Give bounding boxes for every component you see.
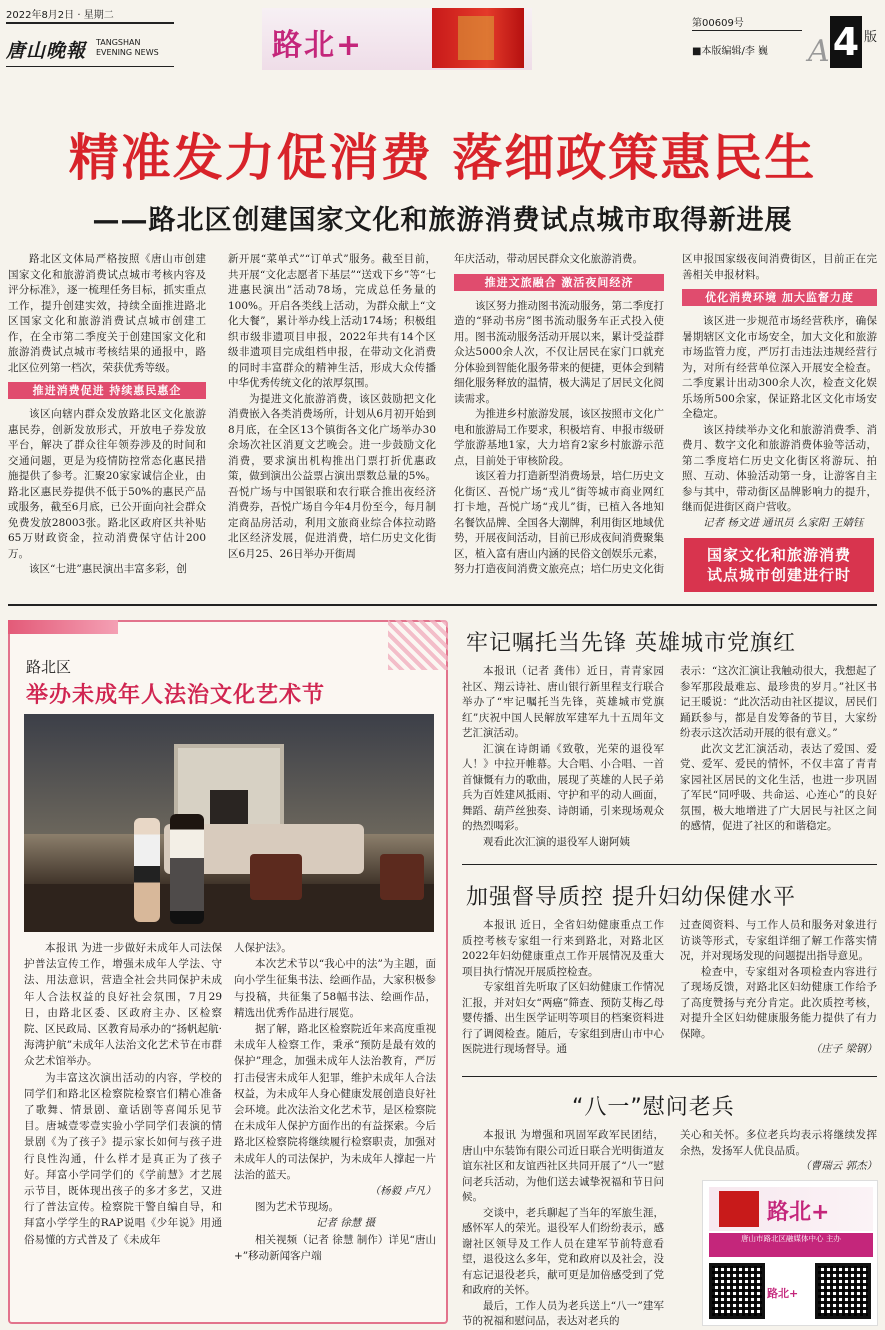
paragraph: 本报讯 近日，全省妇幼健康重点工作质控考核专家组一行来到路北，对路北区2022年妇幼健康重点工作开展情况及重大项目执行情况开展质控检查。 [462,919,664,978]
author-sign: （曹瑞云 郭杰） [800,1160,877,1172]
qr-label: 路北+ [767,1287,799,1300]
featured-column-1 [24,940,222,1248]
lead-column-3 [454,252,664,578]
stage-photo [24,714,434,932]
paragraph: 为提进文化旅游消费，该区鼓励把文化消费嵌入各类消费场所，计划从6月初开始到8月底，在全区13个镇街各文化广场举办30余场次社区消夏文艺晚会。进一步鼓励文化消费，要求演出机构推出门票打折优惠政策，做到演出公益票占演出票数总量的5%。吾悦广场与中国银联和农行联合推出夜经济消费券，吾悦广场自今年4月份至今，每月制定商品房活动，利用文旅商业综合体拉动路北区经济发展，促进消费，培仁历史文化街区6月25、26日举办开街周 [228,392,436,560]
author-sign: （庄子 梁钢） [810,1043,877,1055]
paragraph: 人保护法》。 [234,942,292,954]
page-letter: A [808,34,830,69]
paragraph: 该区持续举办文化和旅游消费季、消费月、数字文化和旅游消费体验等活动，第二季度培仁历史文化街区将游玩、拍照、互动、体验活动第一身，让游客自主参与其中，带动街区品牌影响力的提升，继而促进街区商户营收。 [682,423,877,513]
page-number: 4 [830,16,862,68]
paragraph: 观看此次汇演的退役军人谢阿姨 [483,835,630,848]
paragraph: 据了解，路北区检察院近年来高度重视未成年人检察工作，秉承“预防是最有效的保护”理念，加强未成年人法治教育，严厉打击侵害未成年人犯罪，维护未成年人合法权益，为未成年人身心健康发展创造良好社会环境。此次法治文化艺术节，是区检察院在未成年人保护方面作出的有益探索。今后路北区检察院将继续履行检察职责，加强对未成年人的司法保护，为未成年人撑起一片法治的蓝天。 [234,1023,436,1181]
qr-promo [702,1180,878,1326]
paragraph: 本报讯 为增强和巩固军政军民团结，唐山中东装饰有限公司近日联合光明街道友谊东社区和友谊西社区共同开展了“八一”慰问老兵活动，为他们送去诚挚祝福和节日问候。 [462,1129,664,1203]
paragraph: 最后，工作人员为老兵送上“八一”建军节的祝福和慰问品，表达对老兵的 [462,1299,664,1327]
qr-code-icon[interactable] [815,1263,871,1319]
article-title: 举办未成年人法治文化艺术节 [26,683,326,708]
bayi-column-1 [462,1128,664,1330]
lead-column-4 [682,252,877,531]
veterans-column-2 [680,664,877,835]
paragraph: 该区着力打造新型消费场景，培仁历史文化街区、吾悦广场“戎儿”街等城市商业网红打卡地，吾悦广场“戎儿”街，已植入各地知名餐饮品牌、全国各大潮牌，利用街区地域优势，开展夜间活动，目前已形成夜间消费聚集区，植入富有唐山内涵的民俗文创娱乐元素，努力打造夜间消费文旅亮点；培仁历史文化街 [454,470,664,575]
promo-caption: 唐山市路北区融媒体中心 主办 [709,1233,873,1257]
banner-line: 试点城市创建进行时 [706,566,851,584]
frame-decoration [8,620,118,634]
veterans-column-1 [462,664,664,850]
photo-caption: 图为艺术节现场。 [255,1201,339,1214]
issue-number: 第00609号 [692,18,744,29]
paragraph: 该区向辖内群众发放路北区文化旅游惠民券，创新发放形式，开放电子券发放平台，解决了群众往年领券涉及的时间和交通问题，更是为疫情防控常态化惠民措施提供了参考。汇聚20家家诚信企业，由路北区惠民券提供不低于50%的惠民产品或服务，截至6月底，已公开面向社会群众免费发放28003张。路北区政府区共补贴65万财政资金，拉动消费保守估计200万。 [8,408,206,560]
paragraph: 关心和关怀。多位老兵均表示将继续发挥余热，发扬军人优良品质。 [680,1129,877,1157]
promo-brand-title: 路北+ [767,1200,830,1225]
paragraph: 本报讯 为进一步做好未成年人司法保护普法宣传工作，增强未成年人学法、守法、用法意识，营造全社会共同保护未成年人合法权益的良好社会氛围，7月29日，由路北区委、区政府主办、区检察院、区民政局、区教育局承办的“扬帆起航·海湾护航”未成年人法治文化艺术节在市群众艺术馆举办。 [24,942,222,1068]
health-column-2 [680,918,877,1058]
health-column-1 [462,918,664,1058]
lead-column-1 [8,252,206,578]
paragraph: 区申报国家级夜间消费街区，目前正在完善相关申报材料。 [682,253,877,281]
masthead-rule-lower [6,66,174,67]
byline: 记者 杨文进 通讯员 么家阳 王婧钰 [703,516,864,529]
section-heading: 推进消费促进 持续惠民惠企 [8,382,206,399]
paragraph: 交谈中，老兵聊起了当年的军旅生涯，感怀军人的荣光。退役军人们纷纷表示，感谢社区领导及工作人员在建军节前特意看望，退役这么多年，党和政府以及社会，没有忘记退役老兵，献可更是加倍感受到了党和政府的关怀。 [462,1206,664,1296]
page-suffix: 版 [864,30,878,45]
lead-headline: 精准发力促消费 落细政策惠民生 [68,129,817,187]
masthead [0,0,885,78]
paragraph: 该区努力推动图书流动服务，第二季度打造的“驿动书房”图书流动服务车正式投入使用。图书流动服务活动开展以来，累计受益群众达5000余人次，不仅让居民在家门口就充分体验到智能化服务带来的便捷，更体会到精细化服务释放的温情，极大满足了居民文化阅读需求。 [454,299,664,405]
paragraph: 为推进乡村旅游发展，该区按照市文化广电和旅游局工作要求，积极培育、申报市级研学旅游基地1家，大力培育2家乡村旅游示范点，目前处于审核阶段。 [454,408,664,467]
masthead-rule [6,22,174,24]
article-divider [462,1076,877,1077]
campaign-banner [684,538,874,592]
article-kicker: 路北区 [26,658,72,676]
paragraph: 路北区文体局严格按照《唐山市创建国家文化和旅游消费试点城市考核内容及评分标准》，逐一梳理任务目标，抓实重点工作，提升创建实效，持续全面推进路北区国家文化和旅游消费试点城市创建工作，在全市第二季度关于创建国家文化和旅游消费试点城市考核结果的通报中，路北区位列第一档次，荣获优秀等级。 [8,253,206,374]
article-title: “八一”慰问老兵 [572,1095,735,1120]
featured-column-2 [234,940,436,1264]
issue-rule [692,30,802,31]
paragraph: 过查阅资料、与工作人员和服务对象进行访谈等形式，专家组详细了解工作落实情况，并对现场发现的问题提出指导意见。 [680,919,877,962]
brand-title: 路北+ [272,28,364,63]
paragraph: 此次文艺汇演活动，表达了爱国、爱党、爱军、爱民的情怀，不仅丰富了青青家园社区居民的文化生活，也进一步巩固了军民“同呼吸、共命运、心连心”的良好氛围，极大地增进了广大居民与社区之间的感情，促进了社区的和谐稳定。 [680,742,877,832]
banner-line: 国家文化和旅游消费 [706,546,851,564]
photo-credit: 记者 徐慧 摄 [315,1217,376,1230]
section-heading: 优化消费环境 加大监督力度 [682,289,877,306]
article-title: 加强督导质控 提升妇幼保健水平 [466,885,796,910]
lead-subheadline: ——路北区创建国家文化和旅游消费试点城市取得新进展 [92,205,793,236]
frame-decoration [388,620,448,670]
paragraph: 专家组首先听取了区妇幼健康工作情况汇报，并对妇女“两癌”筛查、预防艾梅乙母婴传播、出生医学证明等项目的档案资料进行了调阅检查。随后，专家组到唐山市中心医院进行现场督导。通 [462,981,664,1055]
bayi-column-2 [680,1128,877,1175]
brand-banner [262,8,532,70]
featured-article-frame [8,620,448,1324]
paragraph: 汇演在诗朗诵《致敬，光荣的退役军人！》中拉开帷幕。大合唱、小合唱、一首首慷慨有力的歌曲，展现了英雄的人民子弟兵为百姓建风抵雨、守护和平的动人画面，舞蹈、葫芦丝独奏、诗朗诵，引来现场观众的热烈喝彩。 [462,742,664,832]
promo-brand [709,1187,873,1231]
flag-graphic-icon [432,8,524,68]
paragraph: 年庆活动，带动居民群众文化旅游消费。 [454,253,643,265]
issue-date: 2022年8月2日 · 星期二 [6,10,114,21]
author-sign: （杨毅 卢凡） [369,1185,436,1198]
paragraph: 检查中，专家组对各项检查内容进行了现场反馈，对路北区妇幼健康工作给予了高度赞扬与充分肯定。此次质控考核，对提升全区妇幼健康服务能力提供了有力保障。 [680,965,877,1040]
paragraph: 为丰富这次演出活动的内容，学校的同学们和路北区检察院检察官们精心准备了歌舞、情景剧、童话剧等喜闻乐见节目。唐城壹零壹实验小学同学们表演的情景剧《为了孩子》提示家长如何与孩子进行良性沟通，什么样才是真正为了孩子好。拜富小学同学们的《学前慧》才艺展示节目，既体现出孩子的多才多艺，又进行了普法宣传。检察院干警自编自导，和拜富小学学生的RAP说唱《少年说》用通俗易懂的方式普及了《未成年 [24,1071,222,1246]
video-note: 相关视频（记者 徐慧 制作）详见“唐山+”移动新闻客户端 [234,1233,436,1262]
article-title: 牢记嘱托当先锋 英雄城市党旗红 [466,631,796,656]
flag-graphic-icon [719,1191,759,1227]
page-editor: ■本版编辑/李 巍 [692,46,768,57]
article-divider [462,864,877,865]
section-divider [8,604,877,606]
paragraph: 表示：“这次汇演让我触动很大，我想起了参军那段最难忘、最珍贵的岁月。”社区书记王暖说：“此次活动由社区提议，居民们踊跃参与，都是自发筹备的节目，大家纷纷表示这次活动开展的很有意义。” [680,665,877,739]
paragraph: 本次艺术节以“我心中的法”为主题，面向小学生征集书法、绘画作品，大家积极参与投稿，共征集了58幅书法、绘画作品，精选出优秀作品进行展览。 [234,958,436,1019]
section-heading: 推进文旅融合 激活夜间经济 [454,274,664,291]
paragraph: 该区进一步规范市场经营秩序，确保暑期辖区文化市场安全，加大文化和旅游市场监管力度，严厉打击违法违规经营行为，对所有经营单位深入开展安全检查。二季度累计出动300余人次，检查文化娱乐场所500余家，保证路北区文化市场安全稳定。 [682,315,877,420]
paragraph: 本报讯（记者 龚伟）近日，青青家园社区、翔云诗社、唐山银行新里程支行联合举办了“牢记嘱托当先锋，英雄城市党旗红”庆祝中国人民解放军建军九十五周年文艺汇演活动。 [462,665,664,739]
paper-name: 唐山晚報 [6,40,87,62]
paper-name-english: TANGSHAN EVENING NEWS [96,38,159,57]
lead-column-2 [228,252,436,562]
paragraph: 该区“七进”惠民演出丰富多彩，创 [29,563,187,575]
qr-code-icon[interactable] [709,1263,765,1319]
paragraph: 新开展“菜单式”“订单式”服务。截至目前，共开展“文化志愿者下基层”“送戏下乡”等“七进惠民演出”活动78场，完成总任务量的100%。开启各类线上活动，为群众献上“文化大餐”，累计举办线上活动174场；积极组织市级非遗项目申报，2022年共有14个区级非遗项目完成组档申报，在带动文化消费的同时丰富群众的精神生活，形成大众传播中华优秀传统文化的浓厚氛围。 [228,253,436,389]
